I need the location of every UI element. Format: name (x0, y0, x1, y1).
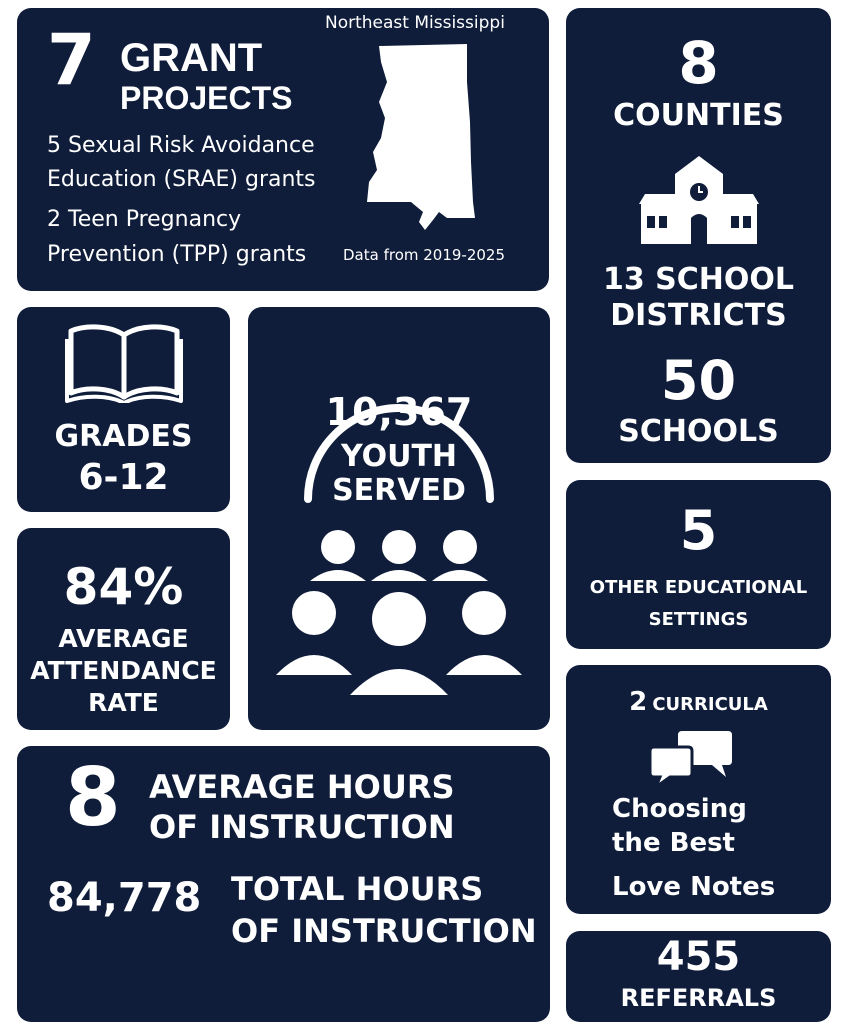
referrals-card (566, 931, 831, 1022)
youth-number: 10,367 (325, 390, 473, 434)
attendance-value: 84% (63, 558, 184, 616)
attendance-line1: AVERAGE (58, 624, 189, 653)
schools-number: 50 (660, 349, 737, 412)
settings-line1: OTHER EDUCATIONAL (589, 577, 808, 598)
curricula-label: CURRICULA (652, 694, 768, 715)
referrals-label: REFERRALS (620, 984, 777, 1012)
grant-projects-card (17, 8, 549, 291)
attendance-line2: ATTENDANCE (30, 656, 217, 685)
tpp-line2: Prevention (TPP) grants (47, 242, 307, 267)
curricula-card (566, 665, 831, 914)
data-note: Data from 2019-2025 (343, 246, 506, 264)
instruction-hours-card (17, 746, 550, 1022)
speech-bubbles-icon (648, 727, 734, 789)
counties-number: 8 (678, 29, 719, 97)
schools-label: SCHOOLS (618, 414, 779, 449)
curriculum-item1-line1: Choosing (612, 794, 747, 824)
grant-title-line1: GRANT (120, 36, 263, 80)
total-hours-number: 84,778 (47, 875, 202, 921)
curricula-heading (566, 687, 831, 720)
districts-line2: DISTRICTS (610, 298, 787, 333)
grades-card (17, 307, 230, 512)
curriculum-item1-line2: the Best (612, 828, 735, 858)
counties-card (566, 8, 831, 463)
open-book-icon (65, 323, 183, 403)
attendance-line3: RATE (88, 688, 159, 717)
settings-line2: SETTINGS (648, 609, 749, 630)
tpp-line1: 2 Teen Pregnancy (47, 207, 242, 232)
total-hours-line2: OF INSTRUCTION (231, 912, 537, 950)
settings-card (566, 480, 831, 649)
youth-served-card (248, 307, 550, 730)
counties-label: COUNTIES (613, 98, 784, 133)
school-building-icon (639, 156, 759, 244)
people-group-icon (274, 527, 524, 697)
avg-hours-line1: AVERAGE HOURS (149, 768, 455, 806)
avg-hours-line2: OF INSTRUCTION (149, 808, 455, 846)
grades-line1: GRADES (54, 419, 193, 454)
curricula-number: 2 (629, 687, 648, 717)
total-hours-line1: TOTAL HOURS (231, 870, 484, 908)
grant-title-line2: PROJECTS (120, 80, 293, 116)
srae-line2: Education (SRAE) grants (47, 167, 316, 192)
grant-count: 7 (47, 19, 96, 101)
youth-line1: YOUTH (340, 439, 458, 474)
referrals-number: 455 (656, 934, 741, 980)
curriculum-item2: Love Notes (612, 872, 776, 902)
mississippi-map-icon (367, 42, 487, 232)
region-label: Northeast Mississippi (325, 13, 505, 33)
avg-hours-number: 8 (65, 751, 121, 844)
settings-number: 5 (679, 499, 718, 562)
srae-line1: 5 Sexual Risk Avoidance (47, 133, 315, 158)
youth-line2: SERVED (332, 473, 466, 508)
districts-line1: 13 SCHOOL (602, 262, 795, 297)
grades-line2: 6-12 (78, 457, 169, 498)
attendance-card (17, 528, 230, 730)
